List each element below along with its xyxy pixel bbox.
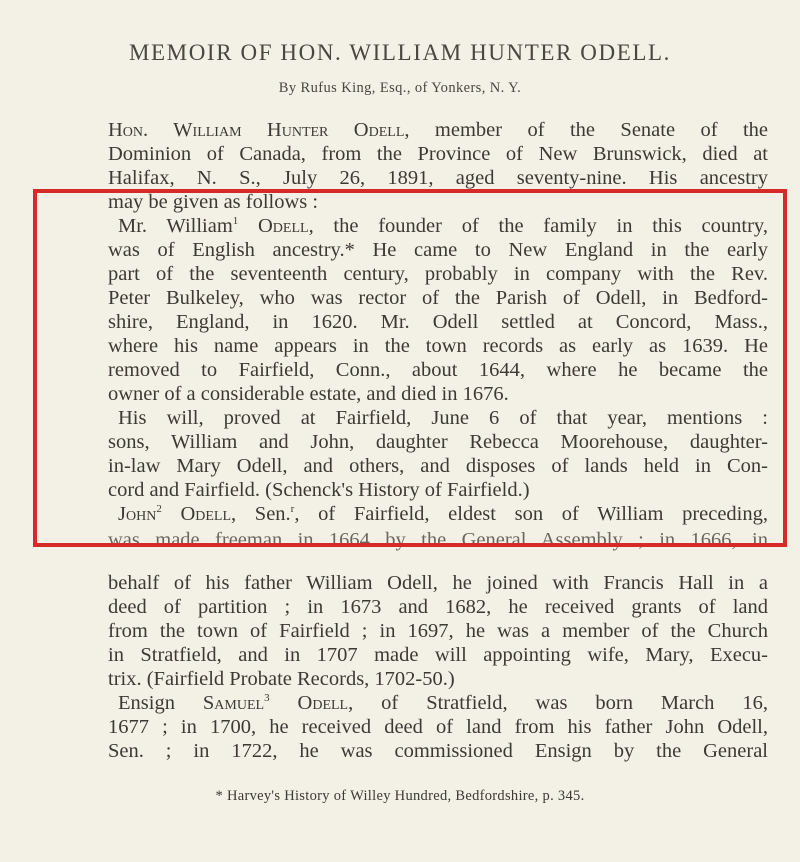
paragraph-2-line-3: part of the seventeenth century, probably in company with the Rev. xyxy=(108,263,768,285)
paragraph-2-line-5: shire, England, in 1620. Mr. Odell settled at Concord, Mass., xyxy=(108,311,768,333)
paragraph-4-line-4: deed of partition ; in 1673 and 1682, he received grants of land xyxy=(108,596,768,618)
paragraph-1-line-1: Hon. William Hunter Odell, member of the Senate of the xyxy=(108,119,768,141)
paragraph-5-line-3: Sen. ; in 1722, he was commissioned Ensign by the General xyxy=(108,740,768,762)
paragraph-3-line-3: in-law Mary Odell, and others, and disposes of lands held in Con- xyxy=(108,455,768,477)
paragraph-1-line-4: may be given as follows : xyxy=(108,191,319,213)
paragraph-2-line-7: removed to Fairfield, Conn., about 1644, where he became the xyxy=(108,359,768,381)
paragraph-4-line-3: behalf of his father William Odell, he joined with Francis Hall in a xyxy=(108,572,768,594)
paragraph-3-line-1: His will, proved at Fairfield, June 6 of that year, mentions : xyxy=(118,407,768,429)
paragraph-5-line-2: 1677 ; in 1700, he received deed of land from his father John Odell, xyxy=(108,716,768,738)
paragraph-3-line-4: cord and Fairfield. (Schenck's History of Fairfield.) xyxy=(108,479,530,501)
footnote: * Harvey's History of Willey Hundred, Bedfordshire, p. 345. xyxy=(215,788,585,804)
paragraph-4-line-7: trix. (Fairfield Probate Records, 1702-50.) xyxy=(108,668,455,690)
paragraph-2-line-4: Peter Bulkeley, who was rector of the Parish of Odell, in Bedford- xyxy=(108,287,768,309)
paragraph-1-line-3: Halifax, N. S., July 26, 1891, aged seventy-nine. His ancestry xyxy=(108,167,768,189)
clipped-line xyxy=(108,529,768,551)
author-byline: By Rufus King, Esq., of Yonkers, N. Y. xyxy=(278,80,522,96)
paragraph-3-line-2: sons, William and John, daughter Rebecca Moorehouse, daughter- xyxy=(108,431,768,453)
paragraph-2-line-2: was of English ancestry.* He came to New England in the early xyxy=(108,239,768,261)
paragraph-2-line-8: owner of a considerable estate, and died in 1676. xyxy=(108,383,509,405)
paragraph-2-line-6: where his name appears in the town records as early as 1639. He xyxy=(108,335,768,357)
subject-name: Hon. William Hunter Odell, xyxy=(108,119,410,141)
paragraph-2-line-1: Mr. William$^1$ Odell, the founder of the family in this country, xyxy=(118,215,768,237)
paragraph-4-line-1: John$^2$ Odell, Sen.$^r$, of Fairfield, eldest son of William preceding, xyxy=(118,503,769,525)
paragraph-4-line-2: was made freeman in 1664 by the General Assembly ; in 1666, in xyxy=(108,529,768,551)
paragraph-1-line-2: Dominion of Canada, from the Province of New Brunswick, died at xyxy=(108,143,768,165)
paragraph-5-line-1: Ensign Samuel$^3$ Odell, of Stratfield, was born March 16, xyxy=(118,692,768,714)
paragraph-4-line-6: in Stratfield, and in 1707 made will appointing wife, Mary, Execu- xyxy=(108,644,768,666)
paragraph-4-line-5: from the town of Fairfield ; in 1697, he was a member of the Church xyxy=(108,620,768,642)
page-title: MEMOIR OF HON. WILLIAM HUNTER ODELL. xyxy=(128,40,672,65)
